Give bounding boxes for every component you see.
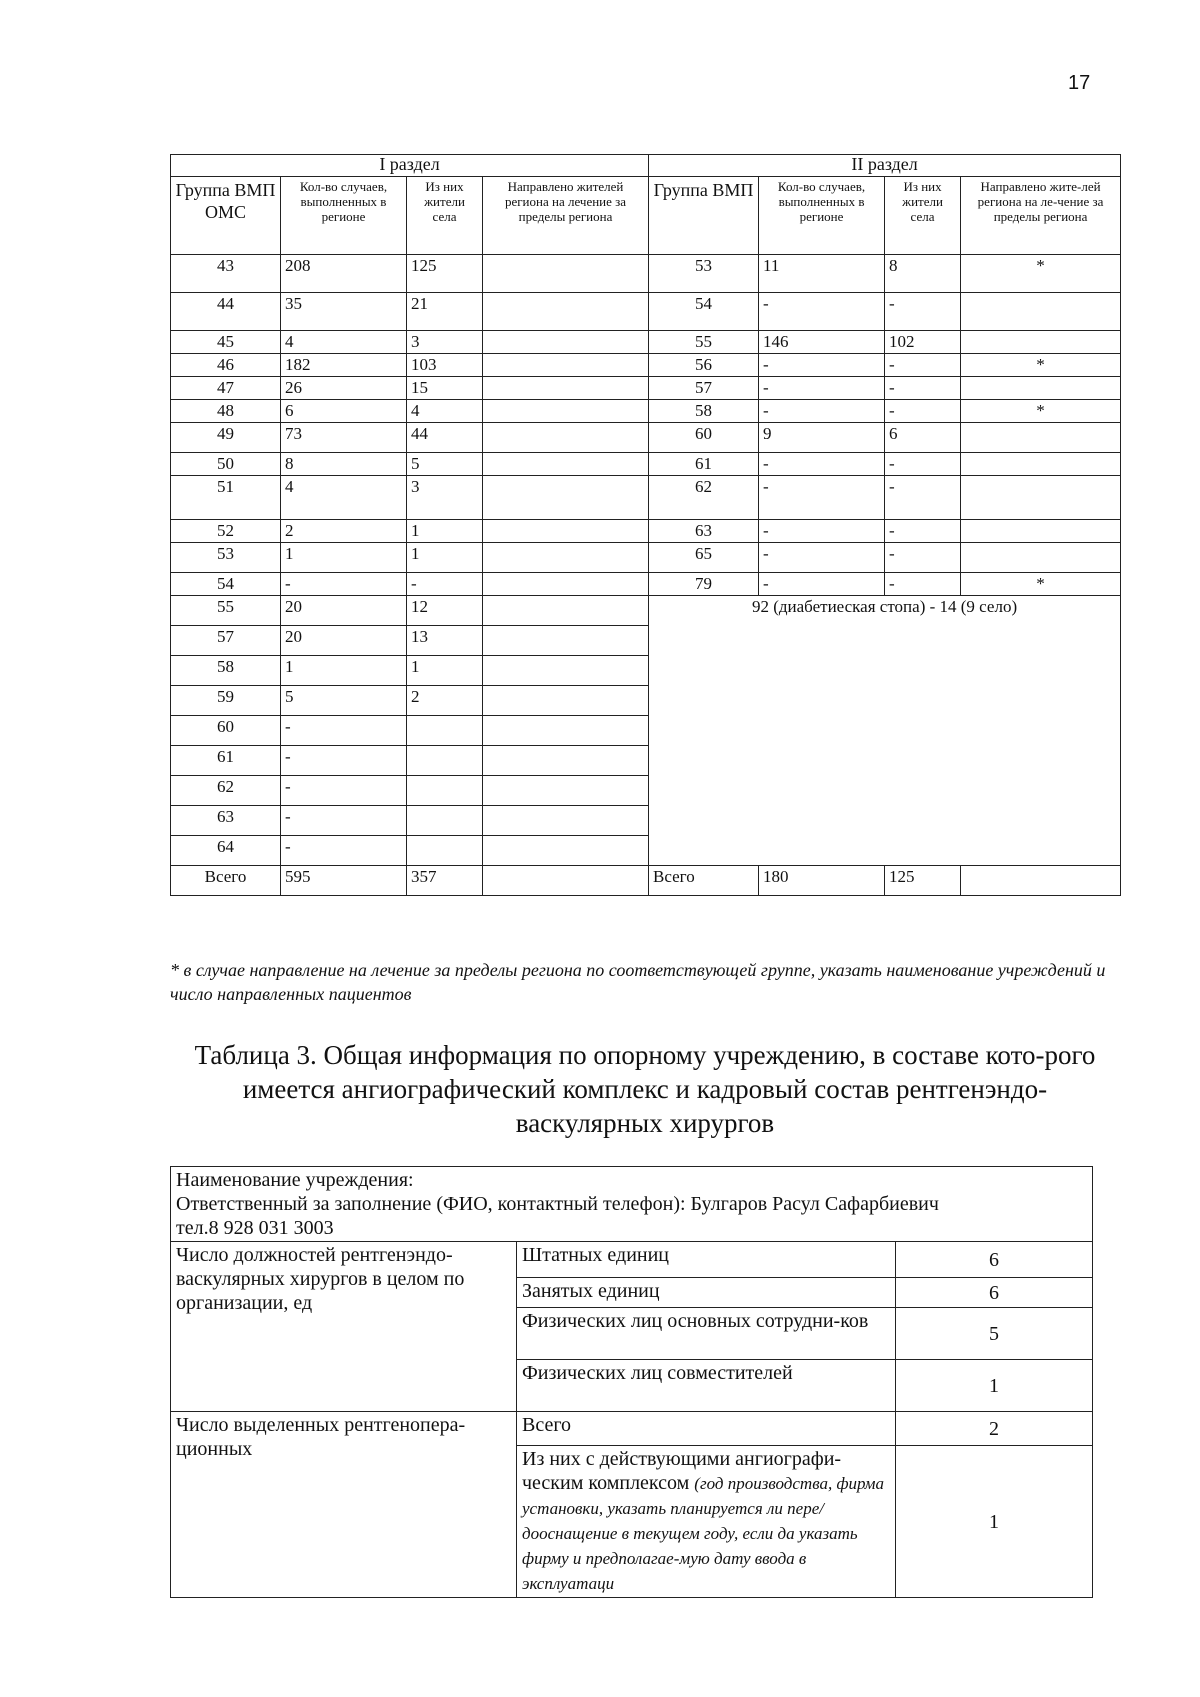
s2-group-cell: 62 [649,476,759,520]
s1-rural-cell: - [407,573,483,596]
s1-referred-cell [483,716,649,746]
rooms-active-note: (год производства, фирма установки, указать планируется ли пере/дооснащение в текущем году, если да указать фирму и предполагае-мую дату ввода в эксплуатаци [522,1474,885,1593]
s2-referred-cell [961,377,1121,400]
page-number: 17 [1068,72,1091,94]
footnote: * в случае направление на лечение за пределы региона по соответствующей группе, указать наименование учреждений и число направленных пациентов [170,960,1106,1004]
s2-cases-cell: - [759,377,885,400]
table-row [171,423,1121,453]
s1-rural-cell: 44 [407,423,483,453]
s2-referred-cell: * [961,354,1121,377]
s1-rural-cell: 15 [407,377,483,400]
s1-rural-cell: 2 [407,686,483,716]
s1-group-cell: 48 [171,400,281,423]
s2-referred-cell [961,520,1121,543]
staff-units-value: 6 [896,1242,1093,1278]
s1-group-cell: 60 [171,716,281,746]
s2-cases-cell: - [759,293,885,331]
table-row [171,573,1121,596]
s1-group-cell: 54 [171,573,281,596]
s2-cases-cell: - [759,400,885,423]
s2-total-group-cell: Всего [649,866,759,896]
s2-rural-cell: - [885,354,961,377]
rooms-total-label: Всего [517,1412,896,1446]
s1-referred-cell [483,331,649,354]
s2-rural-cell: - [885,543,961,573]
s1-referred-cell [483,626,649,656]
header-referred-outside: Направлено жителей региона на лечение за пределы региона [483,177,649,255]
s1-rural-cell: 125 [407,255,483,293]
s1-cases-cell: 208 [281,255,407,293]
s1-cases-cell: 6 [281,400,407,423]
s1-cases-cell: 35 [281,293,407,331]
table-row [171,520,1121,543]
s1-group-cell: 57 [171,626,281,656]
phone: тел.8 928 031 3003 [176,1217,334,1239]
s2-cases-cell: 11 [759,255,885,293]
s1-rural-cell: 13 [407,626,483,656]
s1-cases-cell: 1 [281,656,407,686]
s1-group-cell: 58 [171,656,281,686]
total-row [171,866,1121,896]
s1-group-cell: 49 [171,423,281,453]
main-staff-label: Физических лиц основных сотрудни-ков [517,1308,896,1360]
s2-total-rural-cell: 125 [885,866,961,896]
s2-rural-cell: - [885,377,961,400]
s1-cases-cell: - [281,746,407,776]
s2-group-cell: 57 [649,377,759,400]
s2-referred-cell [961,543,1121,573]
s2-cases-cell: - [759,476,885,520]
s1-rural-cell: 21 [407,293,483,331]
s2-group-cell: 56 [649,354,759,377]
s1-rural-cell [407,716,483,746]
s2-rural-cell: - [885,453,961,476]
s1-total-rural-cell: 357 [407,866,483,896]
institution-info-cell [171,1167,1093,1242]
s2-group-cell: 65 [649,543,759,573]
s1-referred-cell [483,746,649,776]
s1-referred-cell [483,476,649,520]
s1-group-cell: 61 [171,746,281,776]
s2-group-cell: 63 [649,520,759,543]
table-row [171,255,1121,293]
institution-label: Наименование учреждения: [176,1169,414,1191]
s2-rural-cell: - [885,400,961,423]
s1-referred-cell [483,255,649,293]
s1-referred-cell [483,596,649,626]
s2-rural-cell: - [885,573,961,596]
section2-title: II раздел [649,155,1121,177]
staff-units-label: Штатных единиц [517,1242,896,1278]
s1-cases-cell: - [281,776,407,806]
s1-referred-cell [483,656,649,686]
s1-cases-cell: - [281,716,407,746]
table3-title: Таблица 3. Общая информация по опорному учреждению, в составе кото-рого имеется ангиографический комплекс и кадровый состав рентгенэндо-васкулярных хирургов [194,1040,1096,1138]
header-group-vmp-oms: Группа ВМП ОМС [171,177,281,255]
s1-group-cell: 43 [171,255,281,293]
part-time-staff-value: 1 [896,1360,1093,1412]
s1-referred-cell [483,354,649,377]
header-cases-count: Кол-во случаев, выполненных в регионе [759,177,885,255]
s2-group-cell: 61 [649,453,759,476]
s1-cases-cell: 8 [281,453,407,476]
section1-title: I раздел [171,155,649,177]
table-row [171,543,1121,573]
s2-rural-cell: - [885,293,961,331]
rooms-active-label: Из них с действующими ангиографи-ческим комплексом [522,1448,842,1494]
s1-referred-cell [483,423,649,453]
s1-cases-cell: 2 [281,520,407,543]
s2-cases-cell: - [759,453,885,476]
s1-group-cell: 55 [171,596,281,626]
occupied-units-value: 6 [896,1278,1093,1308]
s2-cases-cell: - [759,573,885,596]
s2-rural-cell: - [885,520,961,543]
s1-rural-cell [407,806,483,836]
header-referred-outside: Направлено жите-лей региона на ле-чение за пределы региона [961,177,1121,255]
s1-total-referred-cell [483,866,649,896]
s2-group-cell: 58 [649,400,759,423]
s2-referred-cell [961,453,1121,476]
s2-total-referred-cell [961,866,1121,896]
s1-group-cell: 63 [171,806,281,836]
s1-cases-cell: 73 [281,423,407,453]
s2-rural-cell: 6 [885,423,961,453]
s1-cases-cell: 4 [281,331,407,354]
occupied-units-label: Занятых единиц [517,1278,896,1308]
s1-cases-cell: 26 [281,377,407,400]
responsible-person: Ответственный за заполнение (ФИО, контактный телефон): Булгаров Расул Сафарбиевич [176,1193,939,1215]
s2-referred-cell [961,476,1121,520]
s1-rural-cell: 5 [407,453,483,476]
institution-info-table [170,1166,1093,1598]
s2-rural-cell: 8 [885,255,961,293]
part-time-staff-label: Физических лиц совместителей [517,1360,896,1412]
table-row [171,400,1121,423]
s1-group-cell: 59 [171,686,281,716]
s2-referred-cell [961,331,1121,354]
s1-group-cell: 62 [171,776,281,806]
s1-cases-cell: 5 [281,686,407,716]
s2-group-cell: 54 [649,293,759,331]
table-row [171,476,1121,520]
s2-rural-cell: 102 [885,331,961,354]
s2-referred-cell [961,423,1121,453]
s1-referred-cell [483,573,649,596]
s1-group-cell: 50 [171,453,281,476]
s1-cases-cell: - [281,573,407,596]
s1-total-cases-cell: 595 [281,866,407,896]
s2-rural-cell: - [885,476,961,520]
s2-referred-cell: * [961,573,1121,596]
positions-label: Число должностей рентгенэндо-васкулярных хирургов в целом по организации, ед [171,1242,517,1412]
s1-cases-cell: 20 [281,626,407,656]
s1-referred-cell [483,400,649,423]
s1-referred-cell [483,453,649,476]
rooms-active-cell [517,1446,896,1598]
s1-total-group-cell: Всего [171,866,281,896]
s2-referred-cell: * [961,400,1121,423]
s1-referred-cell [483,377,649,400]
s1-rural-cell: 103 [407,354,483,377]
header-rural-residents: Из них жители села [885,177,961,255]
s1-group-cell: 52 [171,520,281,543]
s1-rural-cell: 4 [407,400,483,423]
s1-cases-cell: - [281,836,407,866]
s1-referred-cell [483,686,649,716]
s1-rural-cell: 12 [407,596,483,626]
s1-referred-cell [483,836,649,866]
rooms-total-value: 2 [896,1412,1093,1446]
s2-group-cell: 55 [649,331,759,354]
s1-rural-cell: 3 [407,331,483,354]
s1-group-cell: 51 [171,476,281,520]
s2-cases-cell: - [759,543,885,573]
s2-referred-cell: * [961,255,1121,293]
table-row [171,293,1121,331]
s1-rural-cell: 1 [407,543,483,573]
s1-cases-cell: 1 [281,543,407,573]
s1-referred-cell [483,543,649,573]
s1-referred-cell [483,520,649,543]
header-rural-residents: Из них жители села [407,177,483,255]
s1-cases-cell: 4 [281,476,407,520]
s1-group-cell: 47 [171,377,281,400]
s2-group-cell: 60 [649,423,759,453]
s1-referred-cell [483,293,649,331]
s2-group-cell: 79 [649,573,759,596]
s1-cases-cell: 182 [281,354,407,377]
header-group-vmp: Группа ВМП [649,177,759,255]
s2-group-cell: 53 [649,255,759,293]
s2-referred-cell [961,293,1121,331]
header-cases-count: Кол-во случаев, выполненных в регионе [281,177,407,255]
s1-cases-cell: - [281,806,407,836]
table-row [171,377,1121,400]
rooms-active-value: 1 [896,1446,1093,1598]
s1-group-cell: 64 [171,836,281,866]
s1-group-cell: 44 [171,293,281,331]
s1-rural-cell [407,836,483,866]
s1-rural-cell [407,746,483,776]
s1-rural-cell: 1 [407,520,483,543]
diabetic-foot-note: 92 (диабетиеская стопа) - 14 (9 село) [649,596,1121,866]
s2-cases-cell: 146 [759,331,885,354]
s1-group-cell: 53 [171,543,281,573]
table-row [171,354,1121,377]
s2-cases-cell: - [759,520,885,543]
table-row [171,453,1121,476]
table-row [171,331,1121,354]
s2-total-cases-cell: 180 [759,866,885,896]
vmp-cases-table [170,154,1121,896]
table-row [171,596,1121,626]
s1-cases-cell: 20 [281,596,407,626]
s1-rural-cell [407,776,483,806]
main-staff-value: 5 [896,1308,1093,1360]
s2-cases-cell: - [759,354,885,377]
rooms-label: Число выделенных рентгенопера-ционных [171,1412,517,1598]
s1-group-cell: 46 [171,354,281,377]
s1-referred-cell [483,806,649,836]
s2-cases-cell: 9 [759,423,885,453]
s1-rural-cell: 3 [407,476,483,520]
s1-group-cell: 45 [171,331,281,354]
s1-rural-cell: 1 [407,656,483,686]
s1-referred-cell [483,776,649,806]
